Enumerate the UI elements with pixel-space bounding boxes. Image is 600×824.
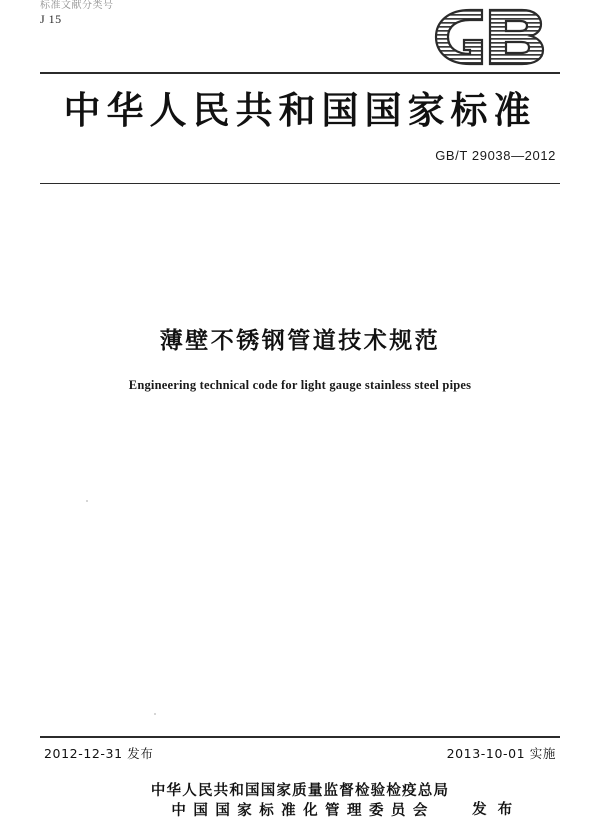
document-title-chinese: 薄壁不锈钢管道技术规范 <box>159 328 441 354</box>
classification-code <box>40 0 114 26</box>
registration-dot <box>154 713 156 715</box>
divider-bottom <box>40 736 560 738</box>
document-title-english: Engineering technical code for light gauge stainless steel pipes <box>128 378 472 392</box>
effective-date: 2013-10-01 实施 <box>446 746 556 761</box>
issue-date: 2012-12-31 发布 <box>44 746 154 761</box>
divider-under-standard-number <box>40 183 560 184</box>
publisher-issue-label: 发 布 <box>472 802 516 819</box>
page-title: 中华人民共和国国家标准 <box>63 89 537 132</box>
publisher-block <box>0 782 600 821</box>
gb-logo-icon <box>430 6 560 68</box>
publisher-line-1: 中华人民共和国国家质量监督检验检疫总局 <box>150 783 450 799</box>
classification-code-label: 标准文献分类号 <box>40 0 114 11</box>
publisher-rows <box>150 782 516 821</box>
classification-code-value: J 15 <box>40 11 62 26</box>
publisher-line-2: 中 国 国 家 标 准 化 管 理 委 员 会 <box>171 802 429 819</box>
standard-number: GB/T 29038—2012 <box>435 148 556 163</box>
divider-top <box>40 72 560 74</box>
registration-dot <box>86 500 88 502</box>
